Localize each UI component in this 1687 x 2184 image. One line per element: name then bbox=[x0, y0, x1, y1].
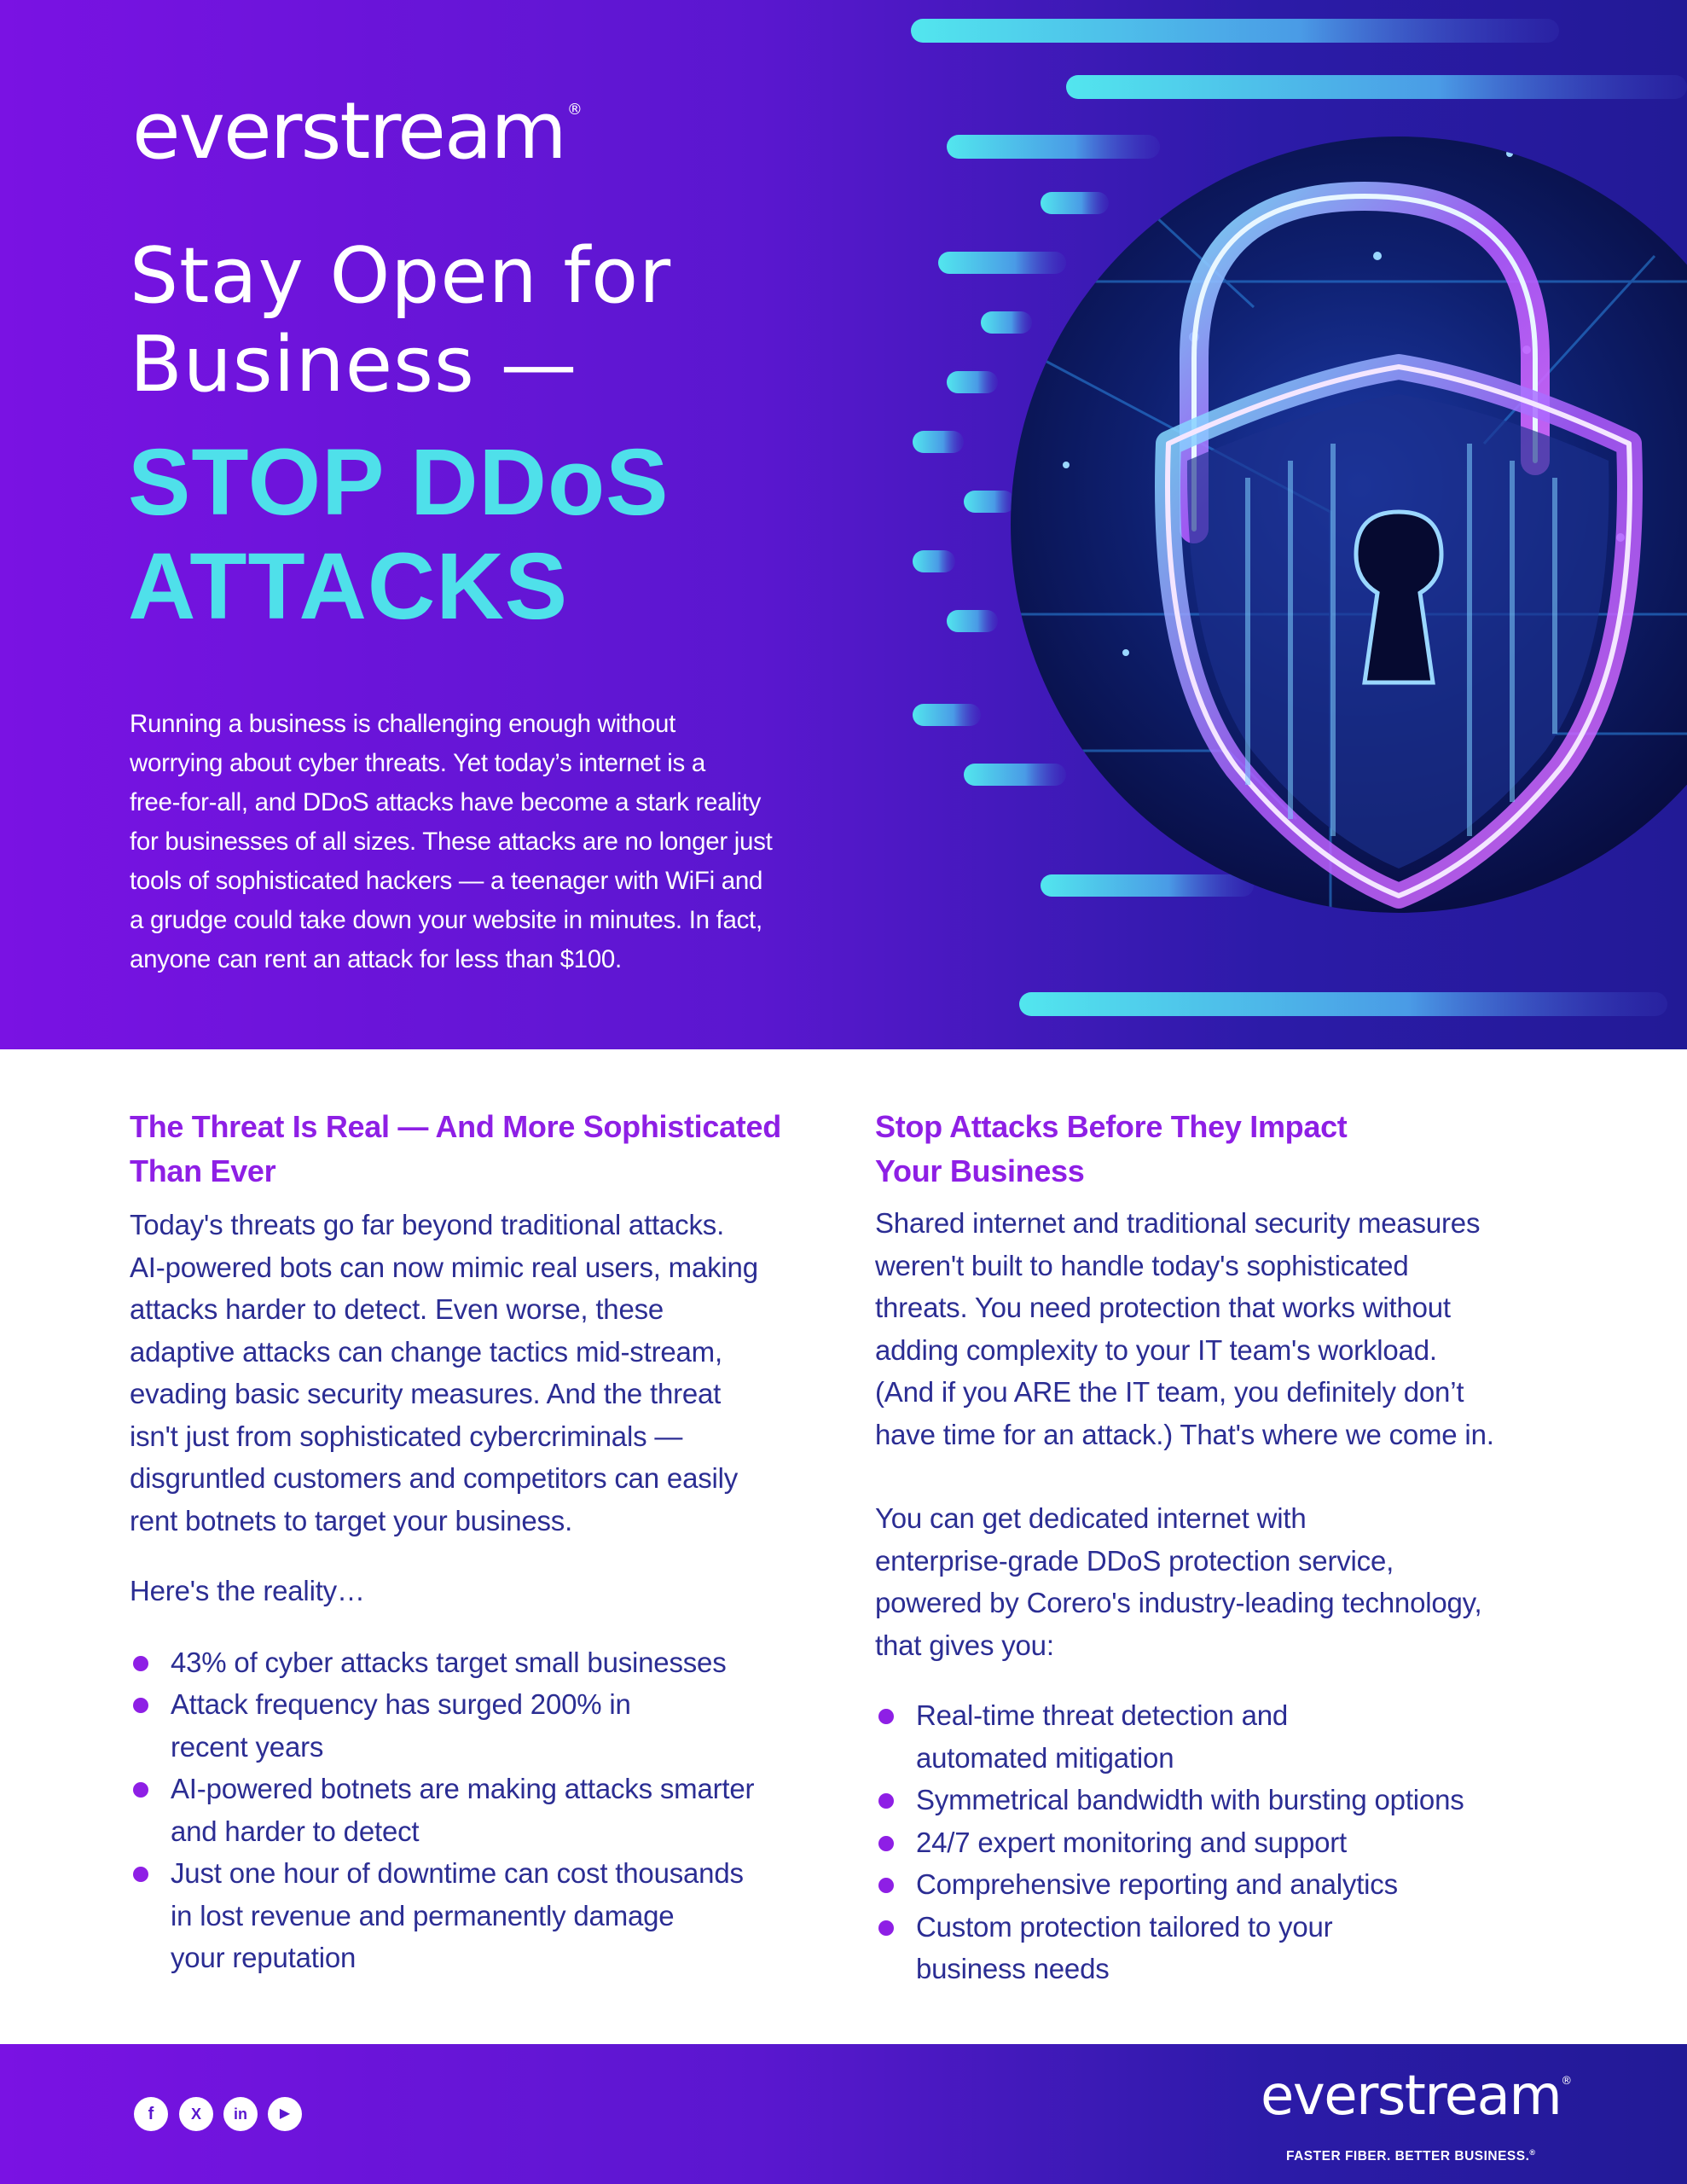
list-item: Real-time threat detection and automated mitigation bbox=[875, 1694, 1583, 1779]
protection-section bbox=[875, 1105, 1583, 1990]
list-item: 43% of cyber attacks target small businesses bbox=[130, 1641, 838, 1684]
padlock-shield-image bbox=[1011, 136, 1687, 938]
protection-bullets bbox=[875, 1694, 1583, 1990]
list-item: 24/7 expert monitoring and support bbox=[875, 1821, 1583, 1864]
protection-body: Shared internet and traditional security measures weren't built to handle today's sophisticated threats. You need protection that works without adding complexity to your IT team's workload. (And if you ARE the IT team, you definitely don’t have time for an attack.) That's where we come in. bbox=[875, 1207, 1494, 1450]
youtube-icon[interactable]: ▶ bbox=[268, 2097, 302, 2131]
facebook-icon[interactable]: f bbox=[134, 2097, 168, 2131]
linkedin-icon[interactable]: in bbox=[223, 2097, 258, 2131]
reality-intro: Here's the reality… bbox=[130, 1575, 365, 1606]
brand-logo[interactable]: everstream ® bbox=[132, 85, 581, 177]
list-item: Attack frequency has surged 200% in recent years bbox=[130, 1683, 838, 1768]
threat-body: Today's threats go far beyond traditional attacks. AI-powered bots can now mimic real users, making attacks harder to detect. Even worse, these adaptive attacks can change tactics mid-stream, evading basic security measures. And the threat isn't just from sophisticated cybercriminals — disgruntled customers and competitors can easily rent botnets to target your business. bbox=[130, 1209, 758, 1536]
list-item: Symmetrical bandwidth with bursting options bbox=[875, 1779, 1583, 1821]
list-item: Just one hour of downtime can cost thousands in lost revenue and permanently damage your reputation bbox=[130, 1852, 838, 1979]
threat-bullets bbox=[130, 1641, 838, 1979]
list-item: Comprehensive reporting and analytics bbox=[875, 1863, 1583, 1906]
hero-intro-text: Running a business is challenging enough without worrying about cyber threats. Yet today’s internet is a free-for-all, and DDoS attacks have become a stark reality for businesses of all sizes. These attacks are no longer just tools of sophisticated hackers — a teenager with WiFi and a grudge could take down your website in minutes. In fact, anyone can rent an attack for less than $100. bbox=[130, 710, 773, 973]
hero-headline: STOP DDoS ATTACKS bbox=[128, 430, 670, 639]
list-item: Custom protection tailored to your business needs bbox=[875, 1906, 1583, 1990]
speed-lines-graphic bbox=[887, 0, 1687, 1049]
threat-section bbox=[130, 1105, 838, 1979]
footer-brand-logo[interactable]: everstream® bbox=[1261, 2065, 1571, 2128]
hero-title: Stay Open for Business — bbox=[130, 231, 672, 410]
hero-banner bbox=[0, 0, 1687, 1049]
protection-offer: You can get dedicated internet with enterprise-grade DDoS protection service, powered by Corero's industry-leading technology, that gives you: bbox=[875, 1502, 1482, 1661]
list-item: AI-powered botnets are making attacks smarter and harder to detect bbox=[130, 1768, 838, 1852]
protection-heading: Stop Attacks Before They Impact Your Business bbox=[875, 1109, 1348, 1188]
x-icon[interactable]: X bbox=[179, 2097, 213, 2131]
threat-heading: The Threat Is Real — And More Sophisticated Than Ever bbox=[130, 1109, 781, 1188]
brand-tagline: FASTER FIBER. BETTER BUSINESS.® bbox=[1286, 2148, 1536, 2164]
